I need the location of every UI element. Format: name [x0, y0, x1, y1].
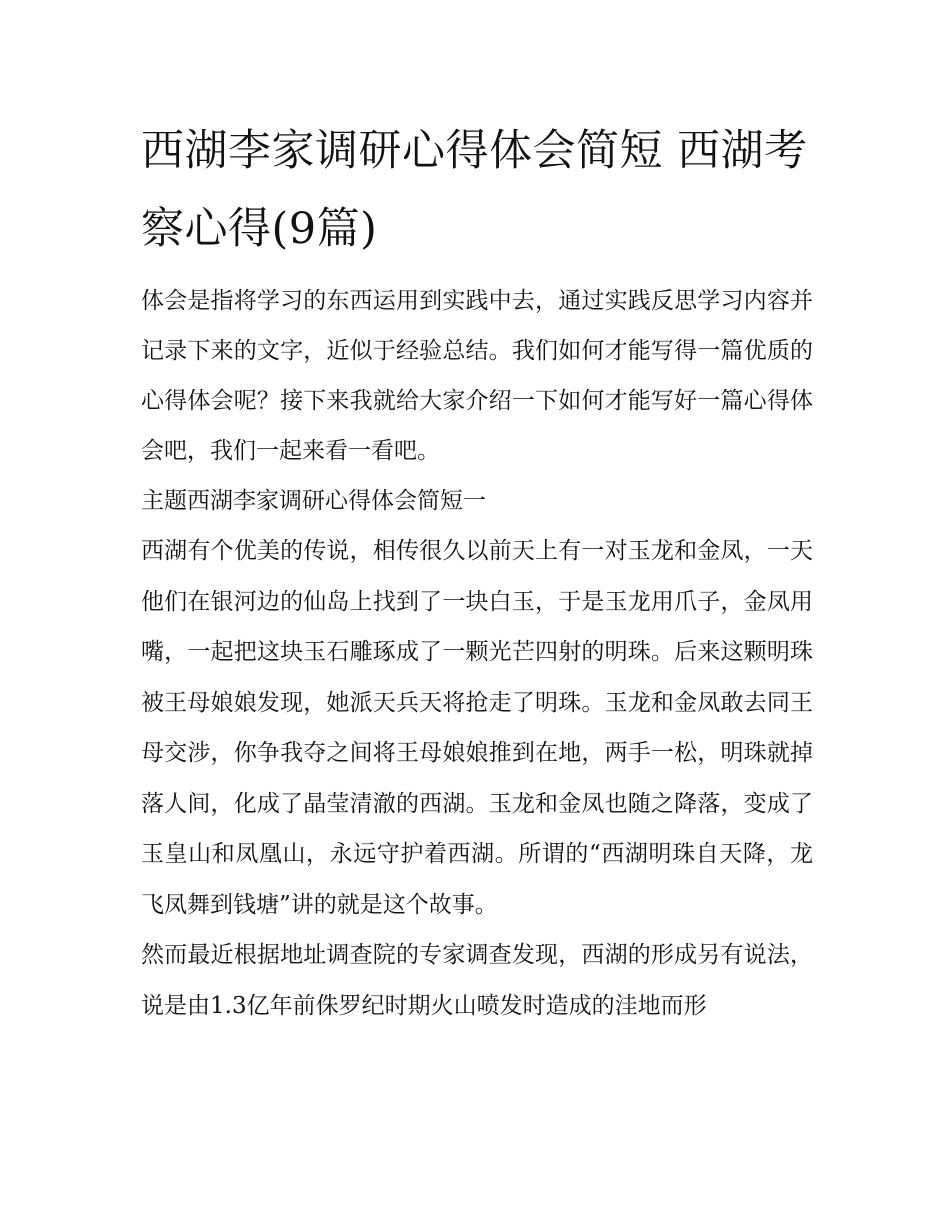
document-title: 西湖李家调研心得体会简短 西湖考察心得(9篇)	[141, 126, 808, 254]
section-heading: 主题西湖李家调研心得体会简短一	[141, 488, 486, 514]
body-paragraph: 然而最近根据地址调查院的专家调查发现，西湖的形成另有说法，说是由1.3亿年前侏罗纪时期火山喷发时造成的洼地而形	[141, 942, 813, 1019]
document-body	[141, 112, 813, 1031]
body-paragraph: 西湖有个优美的传说，相传很久以前天上有一对玉龙和金凤，一天他们在银河边的仙岛上找到了一块白玉，于是玉龙用爪子，金凤用嘴，一起把这块玉石雕琢成了一颗光芒四射的明珠。后来这颗明珠被王母娘娘发现，她派天兵天将抢走了明珠。玉龙和金凤敢去同王母交涉，你争我夺之间将王母娘娘推到在地，两手一松，明珠就掉落人间，化成了晶莹清澈的西湖。玉龙和金凤也随之降落，变成了玉皇山和凤凰山，永远守护着西湖。所谓的“西湖明珠自天降，龙飞凤舞到钱塘”讲的就是这个故事。	[141, 538, 813, 918]
intro-paragraph: 体会是指将学习的东西运用到实践中去，通过实践反思学习内容并记录下来的文字，近似于经验总结。我们如何才能写得一篇优质的心得体会呢？接下来我就给大家介绍一下如何才能写好一篇心得体会吧，我们一起来看一看吧。	[141, 288, 813, 464]
